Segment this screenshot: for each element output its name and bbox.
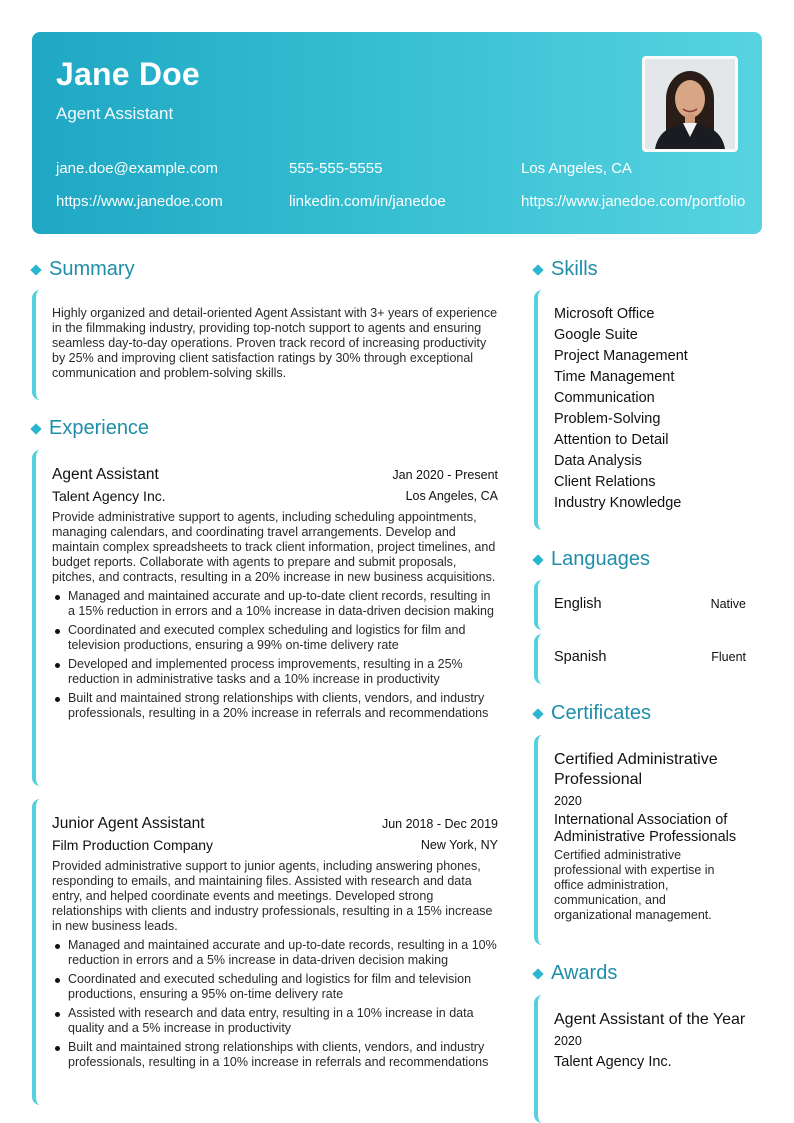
diamond-icon bbox=[532, 554, 543, 565]
certificate-org: International Association of Administrative Professionals bbox=[554, 812, 737, 845]
job-location: Los Angeles, CA bbox=[405, 489, 498, 503]
job-location: New York, NY bbox=[420, 838, 498, 852]
summary-heading-label: Summary bbox=[49, 258, 135, 280]
job-description: Provide administrative support to agents, including scheduling appointments, managing calendars, and coordinating travel arrangements. Develop and maintain complex spreadsheets to track client information, project timelines, and budget reports. Collaborate with agents to prepare and submit proposals, pitches, and contracts, resulting in a 20% increase in new business acquisitions. bbox=[52, 510, 496, 584]
language-item bbox=[534, 634, 762, 684]
job-date: Jan 2020 - Present bbox=[392, 468, 498, 482]
skill-item: Project Management bbox=[554, 348, 688, 364]
certificate-year: 2020 bbox=[554, 794, 582, 808]
language-item bbox=[534, 580, 762, 630]
languages-heading-label: Languages bbox=[551, 548, 650, 570]
experience-item bbox=[32, 799, 498, 1105]
job-title: Junior Agent Assistant bbox=[52, 815, 205, 832]
candidate-title: Agent Assistant bbox=[56, 104, 174, 123]
skill-item: Microsoft Office bbox=[554, 306, 655, 322]
list-item: Built and maintained strong relationships with clients, vendors, and industry professionals, resulting in a 20% increase in referrals and recommendations bbox=[52, 691, 498, 721]
job-title: Agent Assistant bbox=[52, 466, 159, 483]
diamond-icon bbox=[532, 968, 543, 979]
skill-item: Data Analysis bbox=[554, 453, 642, 469]
language-level: Native bbox=[710, 597, 746, 611]
job-company: Film Production Company bbox=[52, 837, 214, 853]
certificates-heading bbox=[534, 702, 651, 725]
award-year: 2020 bbox=[554, 1034, 582, 1048]
skill-item: Problem-Solving bbox=[554, 411, 661, 427]
skills-heading bbox=[534, 258, 598, 281]
diamond-icon bbox=[532, 708, 543, 719]
profile-photo bbox=[642, 56, 738, 152]
awards-heading bbox=[534, 962, 617, 985]
job-description: Provided administrative support to junior agents, including answering phones, responding to emails, and maintaining files. Assisted with research and data entry, and helped coordinate events and meetings. Developed strong relationships with clients and industry professionals, resulting in a 15% increase in new business leads. bbox=[52, 859, 493, 933]
job-company: Talent Agency Inc. bbox=[52, 488, 166, 504]
language-name: Spanish bbox=[554, 649, 607, 665]
award-item bbox=[534, 995, 762, 1123]
contact-location: Los Angeles, CA bbox=[521, 160, 632, 177]
skill-item: Time Management bbox=[554, 369, 675, 385]
contact-portfolio[interactable]: https://www.janedoe.com/portfolio bbox=[521, 193, 746, 210]
certificate-name: Certified Administrative Professional bbox=[554, 751, 718, 788]
awards-heading-label: Awards bbox=[551, 962, 618, 984]
skill-item: Communication bbox=[554, 390, 655, 406]
diamond-icon bbox=[532, 264, 543, 275]
candidate-name: Jane Doe bbox=[56, 56, 200, 92]
experience-heading-label: Experience bbox=[49, 417, 150, 439]
list-item: Coordinated and executed complex scheduling and logistics for film and television productions, ensuring a 99% on-time delivery rate bbox=[52, 623, 498, 653]
list-item: Managed and maintained accurate and up-to-date records, resulting in a 10% reduction in errors and a 5% increase in data-driven decision making bbox=[52, 938, 498, 968]
diamond-icon bbox=[30, 264, 41, 275]
list-item: Developed and implemented process improvements, resulting in a 25% reduction in administrative tasks and a 10% increase in productivity bbox=[52, 657, 498, 687]
award-org: Talent Agency Inc. bbox=[554, 1054, 672, 1070]
job-bullets bbox=[52, 589, 498, 721]
job-date: Jun 2018 - Dec 2019 bbox=[381, 817, 498, 831]
job-bullets bbox=[52, 938, 498, 1070]
certificates-heading-label: Certificates bbox=[551, 702, 652, 724]
languages-heading bbox=[534, 548, 650, 571]
skills-block bbox=[534, 290, 762, 530]
list-item: Assisted with research and data entry, resulting in a 10% increase in data quality and a 5% increase in productivity bbox=[52, 1006, 498, 1036]
certificate-item bbox=[534, 735, 762, 945]
header-banner bbox=[32, 32, 762, 234]
skill-item: Google Suite bbox=[554, 327, 638, 343]
language-name: English bbox=[554, 596, 602, 612]
summary-block bbox=[32, 290, 498, 400]
language-level: Fluent bbox=[711, 650, 746, 664]
skill-item: Industry Knowledge bbox=[554, 495, 682, 511]
diamond-icon bbox=[30, 423, 41, 434]
experience-heading bbox=[32, 417, 149, 440]
contact-linkedin[interactable]: linkedin.com/in/janedoe bbox=[289, 193, 446, 210]
list-item: Built and maintained strong relationships with clients, vendors, and industry professionals, resulting in a 10% increase in referrals and recommendations bbox=[52, 1040, 498, 1070]
skills-heading-label: Skills bbox=[551, 258, 598, 280]
summary-text: Highly organized and detail-oriented Agent Assistant with 3+ years of experience in the filmmaking industry, providing top-notch support to agents and ensuring seamless day-to-day operations. Proven track record of increasing productivity by 25% and improving client satisfaction ratings by 30% through exceptional communication and problem-solving skills. bbox=[52, 306, 498, 380]
contact-website[interactable]: https://www.janedoe.com bbox=[56, 193, 223, 210]
profile-photo-image bbox=[645, 59, 735, 149]
certificate-description: Certified administrative professional with expertise in office administration, communication, and organizational management. bbox=[554, 848, 715, 922]
skill-item: Client Relations bbox=[554, 474, 656, 490]
summary-heading bbox=[32, 258, 135, 281]
list-item: Coordinated and executed scheduling and logistics for film and television productions, ensuring a 95% on-time delivery rate bbox=[52, 972, 498, 1002]
list-item: Managed and maintained accurate and up-to-date client records, resulting in a 15% reduction in errors and a 10% increase in data-driven decision making bbox=[52, 589, 498, 619]
skill-item: Attention to Detail bbox=[554, 432, 669, 448]
award-name: Agent Assistant of the Year bbox=[554, 1011, 746, 1028]
experience-item bbox=[32, 450, 498, 786]
contact-email[interactable]: jane.doe@example.com bbox=[56, 160, 218, 177]
contact-phone[interactable]: 555-555-5555 bbox=[289, 160, 383, 177]
